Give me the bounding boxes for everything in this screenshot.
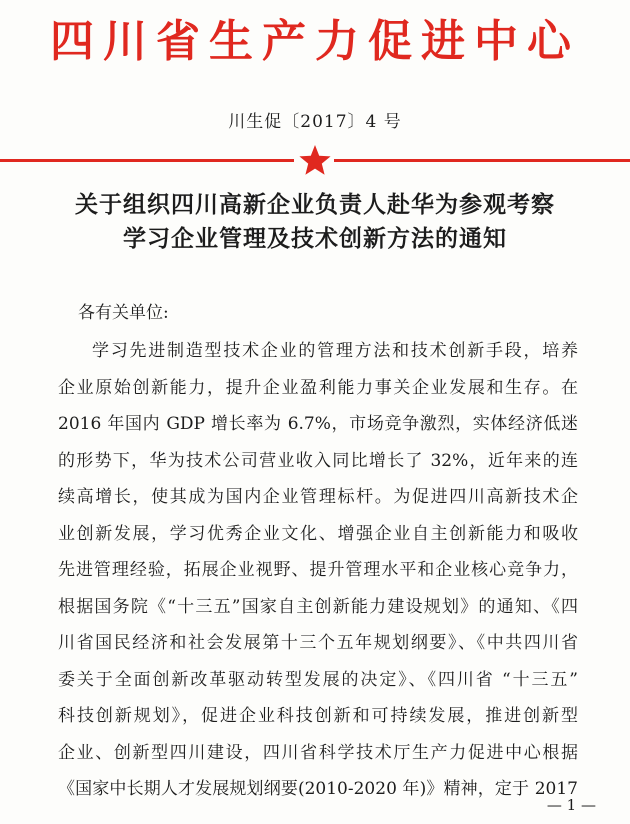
body-line: 的形势下，华为技术公司营业收入同比增长了 32%，近年来的连: [58, 450, 578, 471]
red-divider-right: [334, 159, 630, 162]
organization-title: 四川省生产力促进中心: [50, 16, 580, 67]
red-divider-left: [0, 159, 294, 162]
body-line: 先进管理经验，拓展企业视野、提升管理水平和企业核心竞争力，: [58, 560, 578, 580]
salutation: 各有关单位:: [78, 303, 169, 323]
body-text: [58, 338, 578, 813]
body-line: 委关于全面创新改革驱动转型发展的决定》、《四川省 “十三五”: [58, 669, 578, 690]
body-line: 《国家中长期人才发展规划纲要(2010-2020 年)》精神，定于 2017: [58, 779, 578, 799]
body-line: 川省国民经济和社会发展第十三个五年规划纲要》、《中共四川省: [58, 633, 578, 653]
body-line: 学习先进制造型技术企业的管理方法和技术创新手段，培养: [92, 341, 578, 361]
document-title: [0, 188, 630, 256]
body-line: 企业、创新型四川建设，四川省科学技术厅生产力促进中心根据: [58, 742, 578, 763]
star-icon: [298, 143, 332, 177]
title-line: 关于组织四川高新企业负责人赴华为参观考察: [75, 191, 555, 218]
body-line: 根据国务院《“十三五”国家自主创新能力建设规划》的通知、《四: [58, 596, 578, 617]
body-line: 科技创新规划》，促进企业科技创新和可持续发展，推进创新型: [58, 706, 578, 726]
document-number: 川生促〔2017〕4 号: [228, 112, 402, 132]
body-line: 企业原始创新能力，提升企业盈利能力事关企业发展和生存。在: [58, 377, 578, 398]
body-line: 业创新发展，学习优秀企业文化、增强企业自主创新能力和吸收: [58, 523, 578, 544]
body-line: 续高增长，使其成为国内企业管理标杆。为促进四川高新技术企: [58, 487, 578, 507]
page-number: — 1 —: [546, 796, 596, 814]
body-line: 2016 年国内 GDP 增长率为 6.7%，市场竞争激烈，实体经济低迷: [58, 414, 578, 434]
title-line: 学习企业管理及技术创新方法的通知: [123, 225, 507, 252]
